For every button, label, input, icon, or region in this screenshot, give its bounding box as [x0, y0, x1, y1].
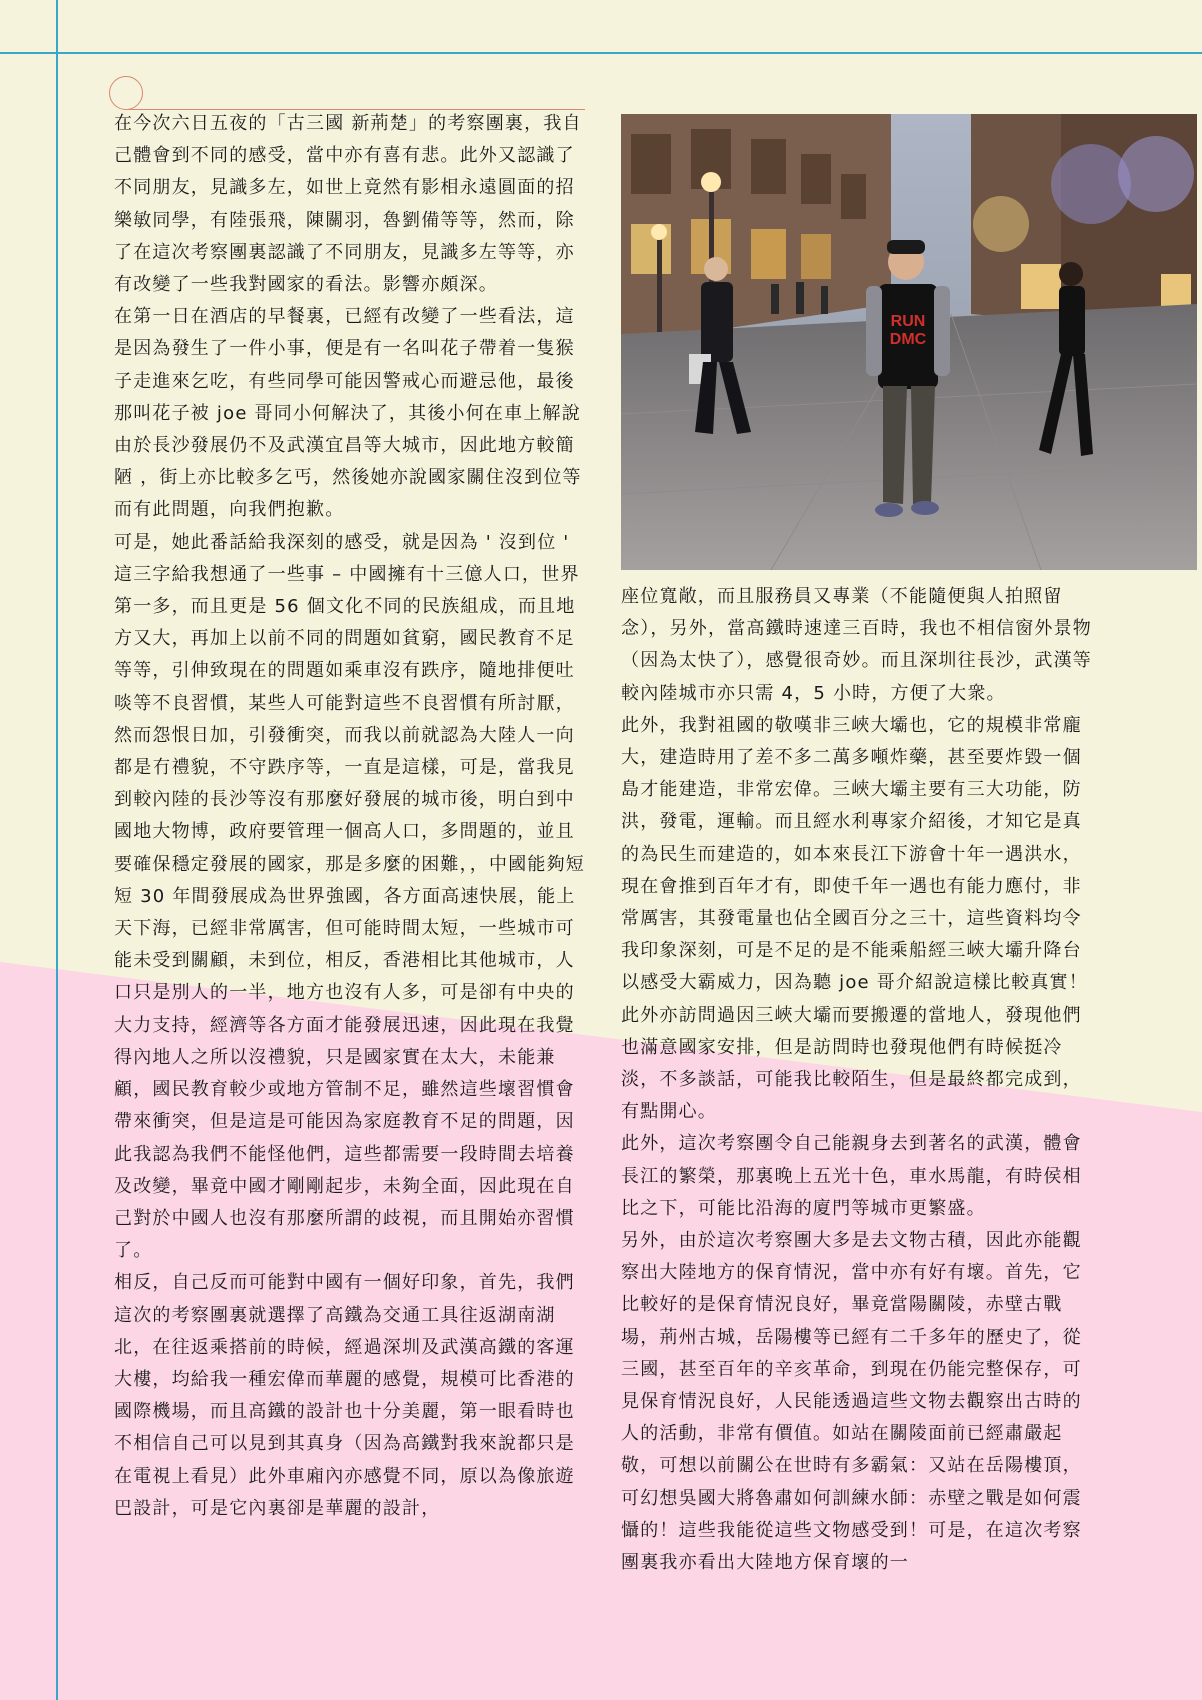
paragraph-high-speed-rail: 相反，自己反而可能對中國有一個好印象，首先，我們這次的考察團裏就選擇了高鐵為交通工具往返湖南湖北，在往返乘搭前的時候，經過深圳及武漢高鐵的客運大樓，均給我一種宏偉而華麗的感覺，規模可比香港的國際機場，而且高鐵的設計也十分美麗，第一眼看時也不相信自己可以見到其真身（因為高鐵對我來說都只是在電視上看見）此外車廂內亦感覺不同，原以為像旅遊巴設計，可是它內裏卻是華麗的設計， — [114, 1272, 575, 1519]
paragraph-intro: 在今次六日五夜的「古三國 新荊楚」的考察團裏，我自己體會到不同的感受，當中亦有喜有悲。此外又認識了不同朋友，見識多左，如世上竟然有影相永遠圓面的招樂敏同學，有陸張飛，陳關羽，魯劉備等等，然而，除了在這次考察團裏認識了不同朋友，見識多左等等，亦有改變了一些我對國家的看法。影響亦頗深。 — [114, 113, 582, 296]
article-left-column — [114, 108, 586, 1525]
paragraph-rail-continued: 座位寬敞，而且服務員又專業（不能隨便與人拍照留念），另外，當高鐵時速達三百時，我也不相信窗外景物（因為太快了），感覺很奇妙。而且深圳往長沙，武漢等較內陸城市亦只需 4，5 小時，方便了大衆。 — [621, 586, 1092, 704]
paragraph-reflection: 可是，她此番話給我深刻的感受，就是因為 ' 沒到位 ' 這三字給我想通了一些事 – 中國擁有十三億人口，世界第一多，而且更是 56 個文化不同的民族組成，而且地方又大，再加上以前不同的問題如貧窮，國民教育不足等等，引伸致現在的問題如乘車沒有跌序，隨地排便吐啖等不良習慣，某些人可能對這些不良習慣有所討厭，然而怨恨日加，引發衝突，而我以前就認為大陸人一向都是冇禮貌，不守跌序等，一直是這樣，可是，當我見到較內陸的長沙等沒有那麼好發展的城市後，明白到中國地大物博，政府要管理一個高人口，多問題的，並且要確保穩定發展的國家，那是多麼的困難，，中國能夠短短 30 年間發展成為世界強國，各方面高速快展，能上天下海，已經非常厲害，但可能時間太短，一些城市可能未受到關顧，未到位，相反，香港相比其他城市，人口只是別人的一半，地方也沒有人多，可是卻有中央的大力支持，經濟等各方面才能發展迅速，因此現在我覺得內地人之所以沒禮貌，只是國家實在太大，未能兼顧，國民教育較少或地方管制不足，雖然這些壞習慣會帶來衝突，但是這是可能因為家庭教育不足的問題，因此我認為我們不能怪他們，這些都需要一段時間去培養及改變，畢竟中國才剛剛起步，未夠全面，因此現在自己對於中國人也沒有那麼所謂的歧視，而且開始亦習慣了。 — [114, 531, 585, 1262]
shirt-text-bottom: DMC — [889, 331, 927, 348]
top-guide-line — [0, 52, 1202, 54]
article-right-column — [621, 581, 1093, 1579]
decorative-circle — [109, 76, 143, 110]
paragraph-wuhan: 此外，這次考察團令自己能親身去到著名的武漢，體會長江的繁榮，那裏晚上五光十色，車水馬龍，有時侯相比之下，可能比沿海的廈門等城市更繁盛。 — [621, 1133, 1082, 1219]
paragraph-first-day: 在第一日在酒店的早餐裏，已經有改變了一些看法，這是因為發生了一件小事，便是有一名叫花子帶着一隻猴子走進來乞吃，有些同學可能因警戒心而避忌他，最後那叫花子被 joe 哥同小何解決了，其後小何在車上解說由於長沙發展仍不及武漢宜昌等大城市，因此地方較簡陋 ，街上亦比較多乞丐，然後她亦說國家關住沒到位等而有此問題，向我們抱歉。 — [114, 306, 582, 521]
street-photo — [621, 114, 1197, 570]
left-guide-line — [56, 0, 58, 1700]
shirt-text-top: RUN — [890, 313, 926, 330]
paragraph-three-gorges: 此外，我對祖國的敬嘆非三峽大壩也，它的規模非常龐大，建造時用了差不多二萬多噸炸藥，甚至要炸毀一個島才能建造，非常宏偉。三峽大壩主要有三大功能，防洪，發電，運輸。而且經水利專家介紹後，才知它是真的為民生而建造的，如本來長江下游會十年一遇洪水，現在會推到百年才有，即使千年一遇也有能力應付，非常厲害，其發電量也佔全國百分之三十，這些資料均令我印象深刻，可是不足的是不能乘船經三峽大壩升降台以感受大霸威力，因為聽 joe 哥介紹說這樣比較真實！此外亦訪問過因三峽大壩而要搬遷的當地人，發現他們也滿意國家安排，但是訪問時也發現他們有時候挺冷淡，不多談話，可能我比較陌生，但是最終都完成到，有點開心。 — [621, 714, 1088, 1123]
paragraph-conservation: 另外，由於這次考察團大多是去文物古積，因此亦能觀察出大陸地方的保育情況，當中亦有好有壞。首先，它比較好的是保育情況良好，畢竟當陽關陵，赤壁古戰場，荊州古城，岳陽樓等已經有二千多年的歷史了，從三國，甚至百年的辛亥革命，到現在仍能完整保存，可見保育情況良好，人民能透過這些文物去觀察出古時的人的活動，非常有價值。如站在關陵面前已經肅嚴起敬，可想以前關公在世時有多霸氣：又站在岳陽樓頂，可幻想吳國大將魯肅如何訓練水師：赤壁之戰是如何震懾的！這些我能從這些文物感受到！可是，在這次考察團裏我亦看出大陸地方保育壞的一 — [621, 1230, 1082, 1574]
